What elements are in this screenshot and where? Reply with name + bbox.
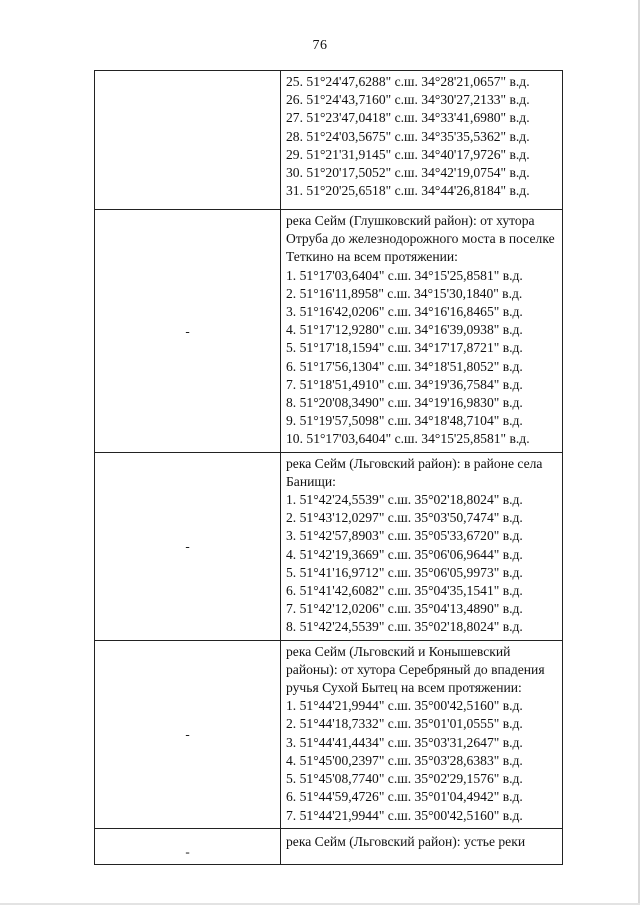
coordinate-line: 2. 51°43'12,0297" с.ш. 35°03'50,7474" в.д. — [286, 510, 523, 526]
coordinates-cell — [281, 210, 563, 453]
coordinate-line: 4. 51°17'12,9280" с.ш. 34°16'39,0938" в.д. — [286, 322, 523, 338]
coordinate-line: 1. 51°44'21,9944" с.ш. 35°00'42,5160" в.д. — [286, 698, 523, 714]
coordinate-line: 5. 51°45'08,7740" с.ш. 35°02'29,1576" в.д. — [286, 771, 523, 787]
coordinate-line: 31. 51°20'25,6518" с.ш. 34°44'26,8184" в.д. — [286, 183, 530, 199]
page-number: 76 — [312, 38, 328, 53]
coordinate-line: 9. 51°19'57,5098" с.ш. 34°18'48,7104" в.д. — [286, 413, 523, 429]
coordinates-cell — [281, 828, 563, 864]
dash-marker: - — [185, 538, 190, 554]
coordinates-cell — [281, 71, 563, 210]
coordinate-line: 25. 51°24'47,6288" с.ш. 34°28'21,0657" в.д. — [286, 74, 530, 89]
left-cell — [95, 828, 281, 864]
coordinates-cell — [281, 452, 563, 640]
coordinate-line: 6. 51°41'42,6082" с.ш. 35°04'35,1541" в.д. — [286, 583, 523, 599]
section-description: река Сейм (Льговский район): устье реки — [286, 833, 526, 849]
coordinate-line: 3. 51°44'41,4434" с.ш. 35°03'31,2647" в.д. — [286, 734, 523, 750]
dash-marker: - — [185, 726, 190, 742]
dash-marker: - — [185, 323, 190, 339]
coordinate-line: 8. 51°42'24,5539" с.ш. 35°02'18,8024" в.д. — [286, 619, 523, 635]
coordinate-line: 7. 51°44'21,9944" с.ш. 35°00'42,5160" в.д. — [286, 807, 523, 823]
coordinates-cell — [281, 640, 563, 828]
coordinate-line: 1. 51°42'24,5539" с.ш. 35°02'18,8024" в.д. — [286, 492, 523, 508]
coordinate-line: 1. 51°17'03,6404" с.ш. 34°15'25,8581" в.д. — [286, 267, 523, 283]
section-description: река Сейм (Льговский и Конышевский районы): от хутора Серебряный до впадения ручья Сухой Бытец на всем протяжении: — [286, 643, 545, 696]
coordinate-line: 27. 51°23'47,0418" с.ш. 34°33'41,6980" в.д. — [286, 110, 530, 126]
coordinate-line: 4. 51°45'00,2397" с.ш. 35°03'28,6383" в.д. — [286, 752, 523, 768]
coordinate-line: 29. 51°21'31,9145" с.ш. 34°40'17,9726" в.д. — [286, 146, 530, 162]
coordinate-line: 8. 51°20'08,3490" с.ш. 34°19'16,9830" в.д. — [286, 395, 523, 411]
coordinate-line: 26. 51°24'43,7160" с.ш. 34°30'27,2133" в.д. — [286, 92, 530, 108]
table-row — [95, 71, 563, 210]
coordinate-line: 2. 51°44'18,7332" с.ш. 35°01'01,0555" в.д. — [286, 716, 523, 732]
coordinate-line: 5. 51°17'18,1594" с.ш. 34°17'17,8721" в.д. — [286, 340, 523, 356]
coordinate-line: 28. 51°24'03,5675" с.ш. 34°35'35,5362" в.д. — [286, 128, 530, 144]
left-cell — [95, 640, 281, 828]
coordinate-line: 3. 51°42'57,8903" с.ш. 35°05'33,6720" в.д. — [286, 528, 523, 544]
coordinates-table — [94, 70, 563, 865]
coordinate-line: 6. 51°44'59,4726" с.ш. 35°01'04,4942" в.д. — [286, 789, 523, 805]
table-row — [95, 828, 563, 864]
coordinate-line: 10. 51°17'03,6404" с.ш. 34°15'25,8581" в.д. — [286, 431, 530, 447]
dash-marker: - — [185, 843, 190, 859]
coordinate-line: 7. 51°18'51,4910" с.ш. 34°19'36,7584" в.д. — [286, 376, 523, 392]
coordinate-line: 2. 51°16'11,8958" с.ш. 34°15'30,1840" в.д. — [286, 285, 523, 301]
coordinate-line: 4. 51°42'19,3669" с.ш. 35°06'06,9644" в.д. — [286, 546, 523, 562]
coordinate-line: 7. 51°42'12,0206" с.ш. 35°04'13,4890" в.д. — [286, 601, 523, 617]
section-description: река Сейм (Глушковский район): от хутора Отруба до железнодорожного моста в поселке Теткино на всем протяжении: — [286, 213, 555, 265]
section-description: река Сейм (Льговский район): в районе села Банищи: — [286, 455, 543, 489]
table-row — [95, 640, 563, 828]
left-cell — [95, 210, 281, 453]
coordinate-line: 3. 51°16'42,0206" с.ш. 34°16'16,8465" в.д. — [286, 304, 523, 320]
left-cell — [95, 71, 281, 210]
coordinate-line: 5. 51°41'16,9712" с.ш. 35°06'05,9973" в.д. — [286, 564, 523, 580]
coordinate-line: 30. 51°20'17,5052" с.ш. 34°42'19,0754" в.д. — [286, 165, 530, 181]
coordinate-line: 6. 51°17'56,1304" с.ш. 34°18'51,8052" в.д. — [286, 358, 523, 374]
table-row — [95, 452, 563, 640]
table-row — [95, 210, 563, 453]
left-cell — [95, 452, 281, 640]
